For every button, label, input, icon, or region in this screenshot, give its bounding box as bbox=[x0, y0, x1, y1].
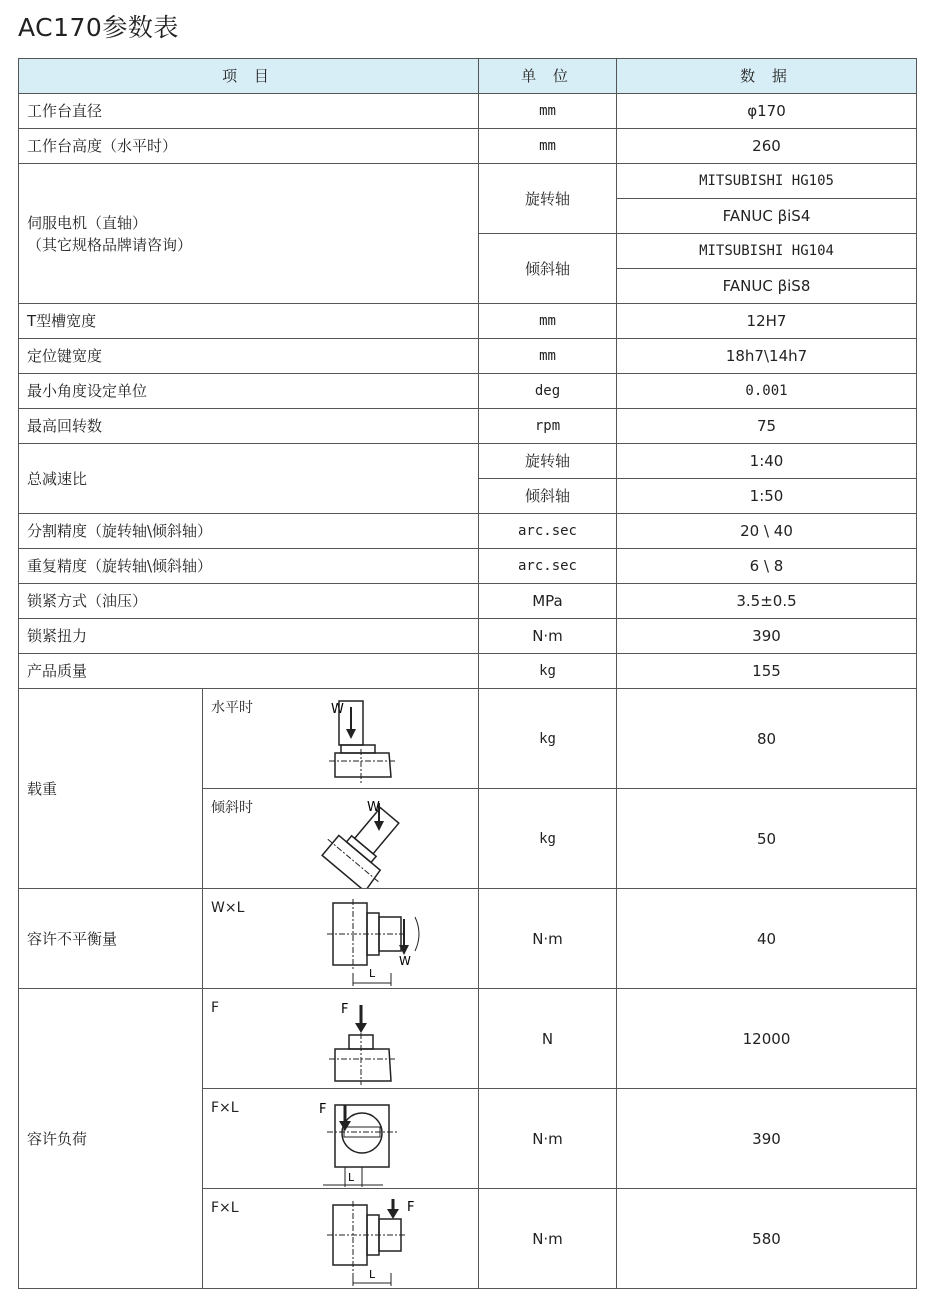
header-data: 数 据 bbox=[617, 59, 917, 94]
row-value: 18h7\14h7 bbox=[617, 339, 917, 374]
row-value: 155 bbox=[617, 654, 917, 689]
row-unit: arc.sec bbox=[479, 514, 617, 549]
load-horizontal-cell bbox=[203, 689, 479, 789]
row-value: 1:50 bbox=[617, 479, 917, 514]
row-unit: kg bbox=[479, 654, 617, 689]
table-row bbox=[19, 549, 917, 584]
allow-f-cell bbox=[203, 989, 479, 1089]
table-row bbox=[19, 444, 917, 479]
row-value: 390 bbox=[617, 1089, 917, 1189]
row-label: 工作台直径 bbox=[19, 94, 479, 129]
load-tilted-label: 倾斜时 bbox=[211, 800, 253, 816]
row-unit: N·m bbox=[479, 1089, 617, 1189]
row-label: 产品质量 bbox=[19, 654, 479, 689]
row-label: 定位键宽度 bbox=[19, 339, 479, 374]
row-unit: kg bbox=[479, 789, 617, 889]
w-letter: W bbox=[399, 954, 411, 968]
f-letter: F bbox=[319, 1102, 327, 1117]
servo-label-line2: （其它规格品牌请咨询） bbox=[27, 235, 193, 254]
horizontal-load-diagram bbox=[203, 689, 479, 788]
imbalance-diagram bbox=[203, 889, 479, 988]
allow-fl1-label: F×L bbox=[211, 1100, 239, 1116]
table-row bbox=[19, 409, 917, 444]
allow-f-label: F bbox=[211, 1000, 220, 1016]
row-value: 0.001 bbox=[617, 374, 917, 409]
row-label: 重复精度（旋转轴\倾斜轴） bbox=[19, 549, 479, 584]
table-row bbox=[19, 989, 917, 1089]
row-value: 40 bbox=[617, 889, 917, 989]
row-label: 最高回转数 bbox=[19, 409, 479, 444]
allow-fl2-label: F×L bbox=[211, 1200, 239, 1216]
row-unit: rpm bbox=[479, 409, 617, 444]
allow-fl2-cell bbox=[203, 1189, 479, 1289]
row-value: 6 \ 8 bbox=[617, 549, 917, 584]
row-value: 3.5±0.5 bbox=[617, 584, 917, 619]
moment-front-diagram bbox=[203, 1089, 479, 1188]
row-value: 580 bbox=[617, 1189, 917, 1289]
table-row bbox=[19, 514, 917, 549]
servo-tilt-label: 倾斜轴 bbox=[479, 234, 617, 304]
l-letter: L bbox=[369, 1268, 376, 1281]
row-label: 工作台高度（水平时） bbox=[19, 129, 479, 164]
row-unit: mm bbox=[479, 129, 617, 164]
table-row bbox=[19, 339, 917, 374]
row-value: MITSUBISHI HG105 bbox=[617, 164, 917, 199]
axial-force-diagram bbox=[203, 989, 479, 1088]
header-unit: 单 位 bbox=[479, 59, 617, 94]
row-value: 12H7 bbox=[617, 304, 917, 339]
row-unit: mm bbox=[479, 304, 617, 339]
imbalance-sub-label: W×L bbox=[211, 900, 245, 916]
row-value: 1:40 bbox=[617, 444, 917, 479]
table-row bbox=[19, 619, 917, 654]
row-unit: arc.sec bbox=[479, 549, 617, 584]
table-row bbox=[19, 584, 917, 619]
row-value: 80 bbox=[617, 689, 917, 789]
servo-label-line1: 伺服电机（直轴） bbox=[27, 213, 148, 232]
row-unit: N·m bbox=[479, 889, 617, 989]
row-label: 最小角度设定单位 bbox=[19, 374, 479, 409]
row-value: φ170 bbox=[617, 94, 917, 129]
row-unit: mm bbox=[479, 339, 617, 374]
f-letter: F bbox=[341, 1002, 349, 1017]
servo-label bbox=[19, 164, 479, 304]
row-label: T型槽宽度 bbox=[19, 304, 479, 339]
row-value: FANUC βiS8 bbox=[617, 269, 917, 304]
row-unit: N·m bbox=[479, 1189, 617, 1289]
imbalance-cell bbox=[203, 889, 479, 989]
row-label: 分割精度（旋转轴\倾斜轴） bbox=[19, 514, 479, 549]
row-value: FANUC βiS4 bbox=[617, 199, 917, 234]
row-unit: kg bbox=[479, 689, 617, 789]
row-label: 载重 bbox=[19, 689, 203, 889]
f-letter: F bbox=[407, 1200, 415, 1215]
table-row bbox=[19, 374, 917, 409]
moment-side-diagram bbox=[203, 1189, 479, 1288]
load-tilted-cell bbox=[203, 789, 479, 889]
row-value: 260 bbox=[617, 129, 917, 164]
row-label: 容许负荷 bbox=[19, 989, 203, 1289]
row-unit: deg bbox=[479, 374, 617, 409]
row-unit: N bbox=[479, 989, 617, 1089]
page-title: AC170参数表 bbox=[18, 13, 179, 42]
row-label: 总减速比 bbox=[19, 444, 479, 514]
table-row bbox=[19, 94, 917, 129]
table-row bbox=[19, 164, 917, 199]
table-row bbox=[19, 654, 917, 689]
header-row bbox=[19, 59, 917, 94]
table-row bbox=[19, 129, 917, 164]
header-item: 项 目 bbox=[19, 59, 479, 94]
row-value: 20 \ 40 bbox=[617, 514, 917, 549]
load-horizontal-label: 水平时 bbox=[211, 700, 253, 716]
row-unit: MPa bbox=[479, 584, 617, 619]
l-letter: L bbox=[369, 967, 376, 980]
spec-table bbox=[18, 58, 917, 1289]
table-row bbox=[19, 889, 917, 989]
row-label: 锁紧方式（油压） bbox=[19, 584, 479, 619]
row-label: 锁紧扭力 bbox=[19, 619, 479, 654]
table-row bbox=[19, 304, 917, 339]
tilted-load-diagram bbox=[203, 789, 479, 888]
row-value: 50 bbox=[617, 789, 917, 889]
w-letter: W bbox=[367, 800, 380, 815]
row-value: MITSUBISHI HG104 bbox=[617, 234, 917, 269]
row-value: 75 bbox=[617, 409, 917, 444]
row-unit: mm bbox=[479, 94, 617, 129]
servo-rot-label: 旋转轴 bbox=[479, 164, 617, 234]
row-value: 390 bbox=[617, 619, 917, 654]
ratio-tilt-label: 倾斜轴 bbox=[479, 479, 617, 514]
ratio-rot-label: 旋转轴 bbox=[479, 444, 617, 479]
allow-fl1-cell bbox=[203, 1089, 479, 1189]
row-unit: N·m bbox=[479, 619, 617, 654]
l-letter: L bbox=[348, 1171, 355, 1184]
table-row bbox=[19, 689, 917, 789]
row-value: 12000 bbox=[617, 989, 917, 1089]
row-label: 容许不平衡量 bbox=[19, 889, 203, 989]
w-letter: W bbox=[331, 702, 344, 717]
